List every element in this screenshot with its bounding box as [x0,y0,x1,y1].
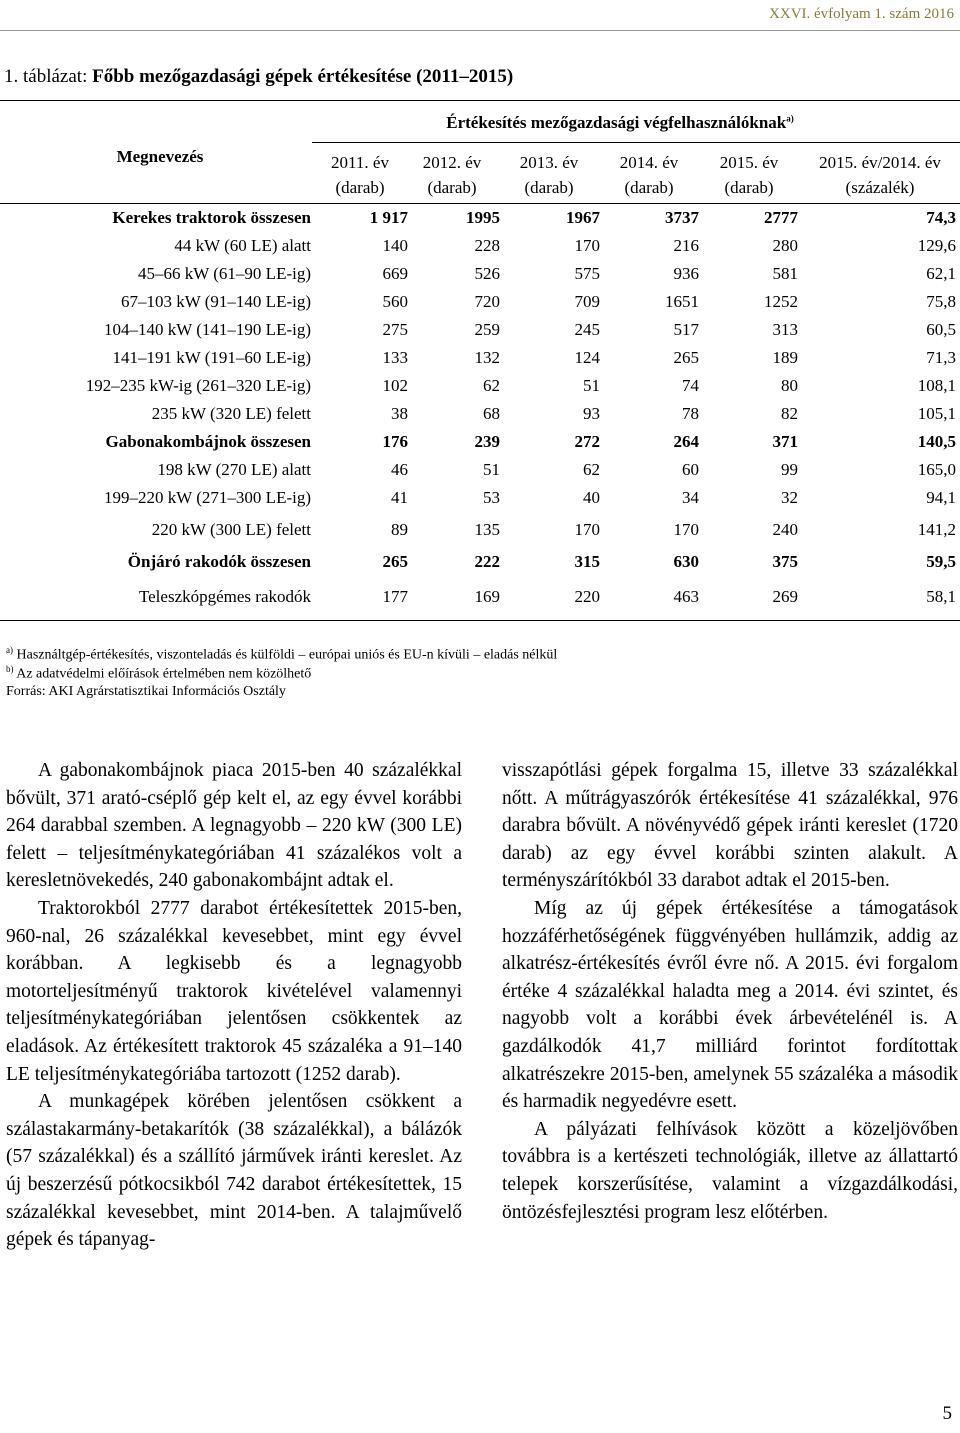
row-value: 176 [382,432,408,451]
row-value: 129,6 [917,236,956,255]
data-table [0,100,960,620]
column-header-unit: (darab) [724,178,774,197]
row-value: 275 [382,320,408,339]
row-value: 375 [772,552,798,571]
row-value: 463 [673,587,699,606]
column-header-year: 2014. év [619,153,679,172]
row-value: 34 [682,488,699,507]
row-value: 165,0 [917,460,956,479]
row-value: 74 [682,376,699,395]
row-value: 94,1 [926,488,956,507]
row-value: 1 917 [369,208,408,227]
row-value: 105,1 [917,404,956,423]
table-row [0,488,960,516]
row-value: 259 [474,320,500,339]
row-value: 82 [781,404,798,423]
table-row [0,520,960,548]
header-bottom-rule [0,203,960,204]
column-header-4 [599,150,699,200]
column-header-unit: (százalék) [845,178,915,197]
row-value: 630 [673,552,699,571]
row-value: 280 [772,236,798,255]
row-value: 59,5 [926,552,956,571]
row-value: 669 [382,264,408,283]
row-value: 575 [574,264,600,283]
table-row [0,264,960,292]
row-value: 313 [772,320,798,339]
row-value: 371 [772,432,798,451]
row-label: Kerekes traktorok összesen [112,208,311,227]
column-header-unit: (darab) [427,178,477,197]
footnote-b [6,664,311,683]
row-label: 235 kW (320 LE) felett [151,404,311,423]
row-value: 62 [583,460,600,479]
row-value: 2777 [764,208,798,227]
row-value: 170 [673,520,699,539]
row-value: 517 [673,320,699,339]
row-value: 228 [474,236,500,255]
row-value: 222 [474,552,500,571]
table-top-rule [0,100,960,101]
row-value: 32 [781,488,798,507]
row-value: 41 [391,488,408,507]
row-value: 140,5 [917,432,956,451]
row-value: 239 [474,432,500,451]
row-value: 93 [583,404,600,423]
row-value: 108,1 [917,376,956,395]
footnote-b-mark: b) [6,664,14,674]
row-value: 272 [574,432,600,451]
footnote-a-text: Használtgép-értékesítés, viszonteladás és külföldi – európai uniós és EU-n kívüli – eladás nélkül [16,647,558,663]
row-value: 526 [474,264,500,283]
row-value: 38 [391,404,408,423]
row-value: 189 [772,348,798,367]
source-note: Forrás: AKI Agrárstatisztikai Információs Osztály [6,684,286,699]
table-row [0,460,960,488]
right-paragraph-2: Míg az új gépek értékesítése a támogatások hozzáférhetőségének függvényében hullámzik, addig az alkatrész-értékesítés évről évre nő. A 2015. évi forgalom értéke 4 százalékkal haladta meg a 2014. évi szintet, és nagyobb volt a korábbi évek árbevételénél is. A gazdálkodók 41,7 milliárd forintot fordítottak alkatrészekre 2015-ben, amelynek 55 százaléka a második és harmadik negyedévre esett. [502,897,958,1113]
row-value: 89 [391,520,408,539]
row-value: 265 [673,348,699,367]
row-value: 581 [772,264,798,283]
column-header-year: 2015. év [719,153,779,172]
group-header-rule [312,142,960,143]
right-paragraph-1: visszapótlási gépek forgalma 15, illetve 33 százalékkal nőtt. A műtrágyaszórók értékesítése 41 százalékkal, 976 darabra bővült. A növényvédő gépek iránti kereslet (1720 darab) az egy évvel korábbi szinten alakult. A terményszárítókból 33 darabot adtak el 2015-ben. [502,760,958,892]
row-value: 245 [574,320,600,339]
row-value: 51 [583,376,600,395]
table-row [0,552,960,580]
row-value: 75,8 [926,292,956,311]
row-value: 264 [673,432,699,451]
column-header-2 [402,150,502,200]
row-value: 269 [772,587,798,606]
row-label: Önjáró rakodók összesen [127,552,311,571]
row-value: 46 [391,460,408,479]
table-bottom-rule [0,620,960,621]
row-label: 198 kW (270 LE) alatt [157,460,311,479]
row-label: 192–235 kW-ig (261–320 LE-ig) [85,376,311,395]
group-header [400,113,840,133]
column-header-unit: (darab) [335,178,385,197]
row-label: Teleszkópgémes rakodók [138,587,311,606]
row-value: 68 [483,404,500,423]
row-value: 140 [382,236,408,255]
row-label: 67–103 kW (91–140 LE-ig) [121,292,311,311]
table-row [0,208,960,236]
row-value: 60 [682,460,699,479]
page-number: 5 [942,1403,952,1424]
table-row [0,404,960,432]
left-text-column [6,757,462,1254]
column-header-year: 2011. év [331,153,389,172]
left-paragraph-3: A munkagépek körében jelentősen csökkent a szálastakarmány-betakarítók (38 százalékkal), a bálázók (57 százalékkal) és a szállító járművek iránti kereslet. Az új beszerzésű pótkocsikból 742 darabot értékesítettek, 15 százalékkal kevesebbet, mint 2014-ben. A talajművelő gépek és tápanyag- [6,1091,462,1251]
footnote-a-mark: a) [6,645,13,655]
table-row [0,236,960,264]
row-value: 60,5 [926,320,956,339]
right-text-column [502,757,958,1226]
row-label: Gabonakombájnok összesen [105,432,311,451]
row-value: 315 [574,552,600,571]
table-row [0,292,960,320]
left-paragraph-1: A gabonakombájnok piaca 2015-ben 40 százalékkal bővült, 371 arató-cséplő gép kelt el, az egy évvel korábbi 264 darabbal szemben. A legnagyobb – 220 kW (300 LE) felett – teljesítménykategóriában 41 százalékos volt a keresletnövekedés, 240 gabonakombájnt adtak el. [6,760,462,892]
row-value: 80 [781,376,798,395]
row-value: 74,3 [926,208,956,227]
group-header-text: Értékesítés mezőgazdasági végfelhasználóknak [446,113,787,132]
column-header-year: 2013. év [519,153,579,172]
column-header-unit: (darab) [624,178,674,197]
footnote-a [6,645,557,664]
row-value: 102 [382,376,408,395]
table-caption [4,66,513,88]
row-value: 62,1 [926,264,956,283]
row-value: 62 [483,376,500,395]
table-row [0,348,960,376]
row-value: 78 [682,404,699,423]
row-value: 240 [772,520,798,539]
row-value: 170 [574,520,600,539]
row-value: 51 [483,460,500,479]
row-value: 40 [583,488,600,507]
row-value: 124 [574,348,600,367]
left-paragraph-2: Traktorokból 2777 darabot értékesítettek 2015-ben, 960-nal, 26 százalékkal kevesebbet, mint egy évvel korábban. A legkisebb és a legnagyobb motorteljesítményű traktorok kivételével valamennyi teljesítménykategóriában jelentősen csökkentek az eladások. Az értékesített traktorok 45 százaléka a 91–140 LE teljesítménykategóriába tartozott (1252 darab). [6,897,462,1085]
row-value: 58,1 [926,587,956,606]
table-row [0,587,960,615]
row-value: 216 [673,236,699,255]
row-label: 44 kW (60 LE) alatt [174,236,311,255]
row-value: 177 [382,587,408,606]
row-value: 141,2 [917,520,956,539]
name-column-header: Megnevezés [116,147,204,166]
column-header-5 [699,150,799,200]
row-value: 220 [574,587,600,606]
footnote-b-text: Az adatvédelmi előírások értelmében nem közölhető [16,666,312,682]
row-value: 720 [474,292,500,311]
row-label: 220 kW (300 LE) felett [151,520,311,539]
row-value: 3737 [665,208,699,227]
column-header-6 [795,150,960,200]
column-header-unit: (darab) [524,178,574,197]
row-label: 104–140 kW (141–190 LE-ig) [104,320,311,339]
row-value: 71,3 [926,348,956,367]
row-label: 45–66 kW (61–90 LE-ig) [138,264,311,283]
running-head-text: XXVI. évfolyam 1. szám 2016 [769,6,954,22]
right-paragraph-3: A pályázati felhívások között a közeljövőben továbbra is a kertészeti technológiák, illetve az állattartó telepek korszerűsítése, valamint a vízgazdálkodási, öntözésfejlesztési program lesz előtérben. [502,1118,958,1223]
table-row [0,376,960,404]
group-header-sup: a) [786,113,794,124]
running-header [0,0,960,31]
row-value: 1651 [665,292,699,311]
row-value: 132 [474,348,500,367]
row-label: 199–220 kW (271–300 LE-ig) [104,488,311,507]
column-header-year: 2015. év/2014. év [819,153,941,172]
row-value: 560 [382,292,408,311]
column-header-1 [310,150,410,200]
row-label: 141–191 kW (191–60 LE-ig) [112,348,311,367]
row-value: 936 [673,264,699,283]
row-value: 99 [781,460,798,479]
column-header-year: 2012. év [422,153,482,172]
table-row [0,320,960,348]
row-value: 265 [382,552,408,571]
row-value: 133 [382,348,408,367]
row-value: 53 [483,488,500,507]
row-value: 709 [574,292,600,311]
table-row [0,432,960,460]
row-value: 1252 [764,292,798,311]
row-value: 1967 [566,208,600,227]
row-value: 1995 [466,208,500,227]
row-value: 135 [474,520,500,539]
column-header-3 [499,150,599,200]
row-value: 169 [474,587,500,606]
caption-number: 1. táblázat: [4,66,93,87]
row-value: 170 [574,236,600,255]
caption-title: Főbb mezőgazdasági gépek értékesítése (2011–2015) [92,66,514,87]
